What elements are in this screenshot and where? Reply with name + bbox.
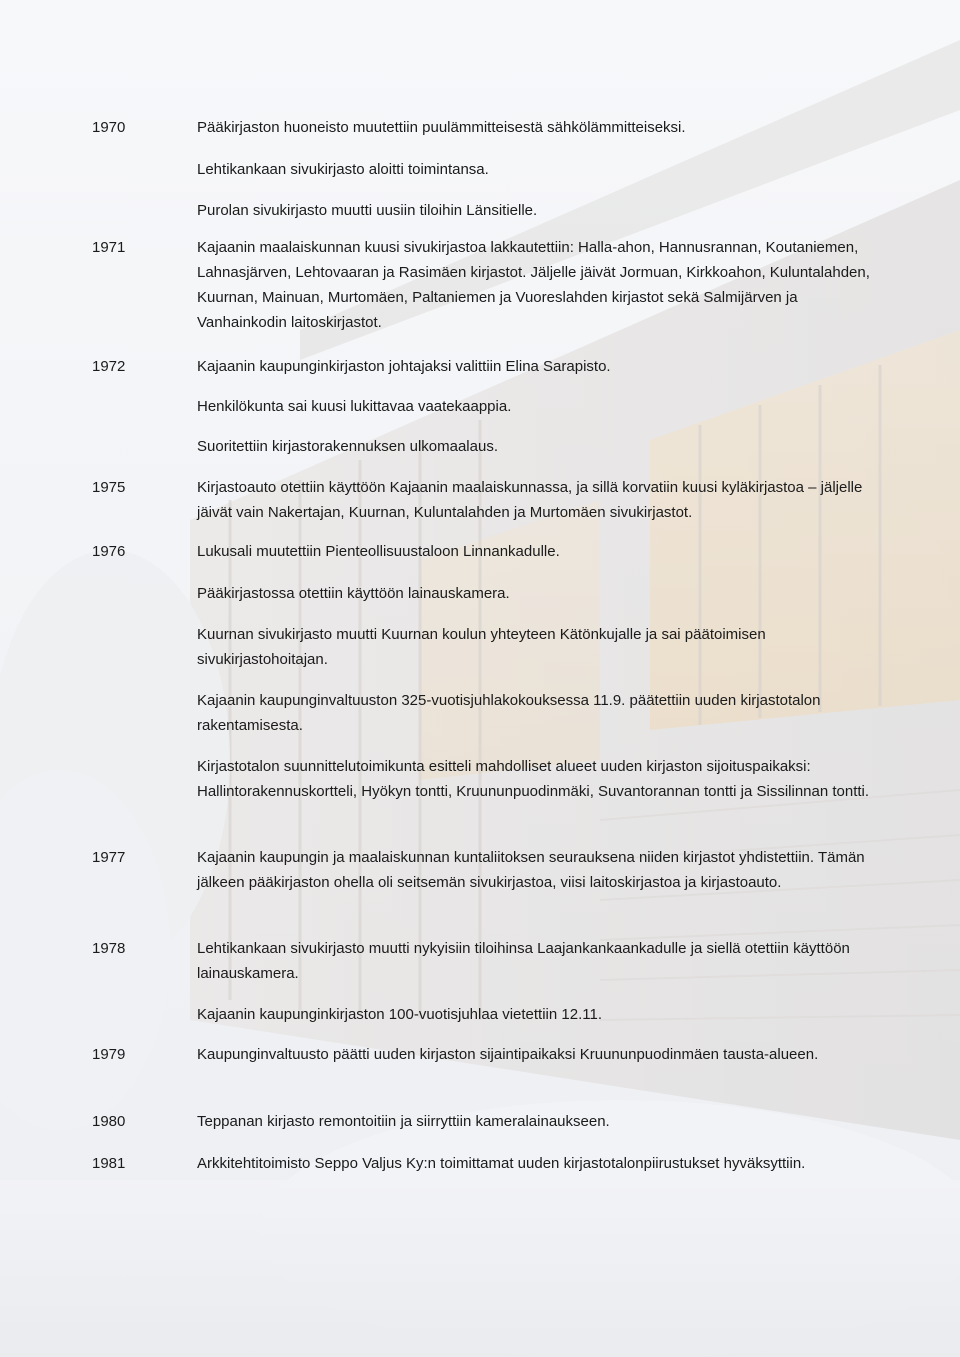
entry-year: 1970 [92,119,126,136]
entry-text: Suoritettiin kirjastorakennuksen ulkomaalaus. [197,438,498,455]
entry-text: Kajaanin kaupungin ja maalaiskunnan kuntaliitoksen seurauksena niiden kirjastot yhdistettiin. Tämän jälkeen pääkirjaston ohella oli seitsemän sivukirjastoa, viisi laitoskirjastoa ja kirjastoauto. [197,849,865,891]
entry-year: 1971 [92,239,126,256]
entry-text: Teppanan kirjasto remontoitiin ja siirryttiin kameralainaukseen. [197,1113,610,1130]
entry-year: 1978 [92,940,126,957]
entry-text: Pääkirjastossa otettiin käyttöön lainauskamera. [197,585,510,602]
entry-year: 1976 [92,543,126,560]
entry-year: 1981 [92,1155,126,1172]
entry-year: 1972 [92,358,126,375]
entry-text: Kajaanin maalaiskunnan kuusi sivukirjastoa lakkautettiin: Halla-ahon, Hannusrannan, Koutaniemen, Lahnasjärven, Lehtovaaran ja Rasimäen kirjastot. Jäljelle jäivät Jormuan, Kirkkoahon, Kuluntalahden, Kuurnan, Mainuan, Murtomäen, Paltaniemen ja Vuoreslahden kirjastot sekä Salmijärven ja Vanhainkodin laitoskirjastot. [197,239,870,331]
entry-text: Lukusali muutettiin Pienteollisuustaloon Linnankadulle. [197,543,560,560]
entry-text: Lehtikankaan sivukirjasto muutti nykyisiin tiloihinsa Laajankankaankadulle ja siellä otettiin käyttöön lainauskamera. [197,940,850,982]
entry-text: Kaupunginvaltuusto päätti uuden kirjaston sijaintipaikaksi Kruununpuodinmäen tausta-alueen. [197,1046,819,1063]
entry-text: Kirjastotalon suunnittelutoimikunta esitteli mahdolliset alueet uuden kirjaston sijoituspaikaksi: Hallintorakennuskortteli, Hyökyn tontti, Kruununpuodinmäki, Suvantorannan tontti ja Sissilinnan tontti. [197,758,870,800]
entry-text: Lehtikankaan sivukirjasto aloitti toimintansa. [197,161,489,178]
entry-text: Kajaanin kaupunginvaltuuston 325-vuotisjuhlakokouksessa 11.9. päätettiin uuden kirjastotalon rakentamisesta. [197,692,821,734]
entry-text: Arkkitehtitoimisto Seppo Valjus Ky:n toimittamat uuden kirjastotalonpiirustukset hyväksyttiin. [197,1155,806,1172]
entry-text: Kajaanin kaupunginkirjaston 100-vuotisjuhlaa vietettiin 12.11. [197,1006,602,1023]
entry-year: 1980 [92,1113,126,1130]
entry-year: 1975 [92,479,126,496]
entry-text: Pääkirjaston huoneisto muutettiin puulämmitteisestä sähkölämmitteiseksi. [197,119,686,136]
entry-year: 1979 [92,1046,126,1063]
entry-text: Kirjastoauto otettiin käyttöön Kajaanin maalaiskunnassa, ja sillä korvatiin kuusi kyläkirjastoa – jäljelle jäivät vain Nakertajan, Kuurnan, Kuluntalahden ja Murtomäen sivukirjastot. [197,479,863,521]
entry-text: Kajaanin kaupunginkirjaston johtajaksi valittiin Elina Sarapisto. [197,358,611,375]
entry-text: Henkilökunta sai kuusi lukittavaa vaatekaappia. [197,398,512,415]
entry-text: Purolan sivukirjasto muutti uusiin tiloihin Länsitielle. [197,202,538,219]
entry-year: 1977 [92,849,126,866]
entry-text: Kuurnan sivukirjasto muutti Kuurnan koulun yhteyteen Kätönkujalle ja sai päätoimisen sivukirjastohoitajan. [197,626,766,668]
